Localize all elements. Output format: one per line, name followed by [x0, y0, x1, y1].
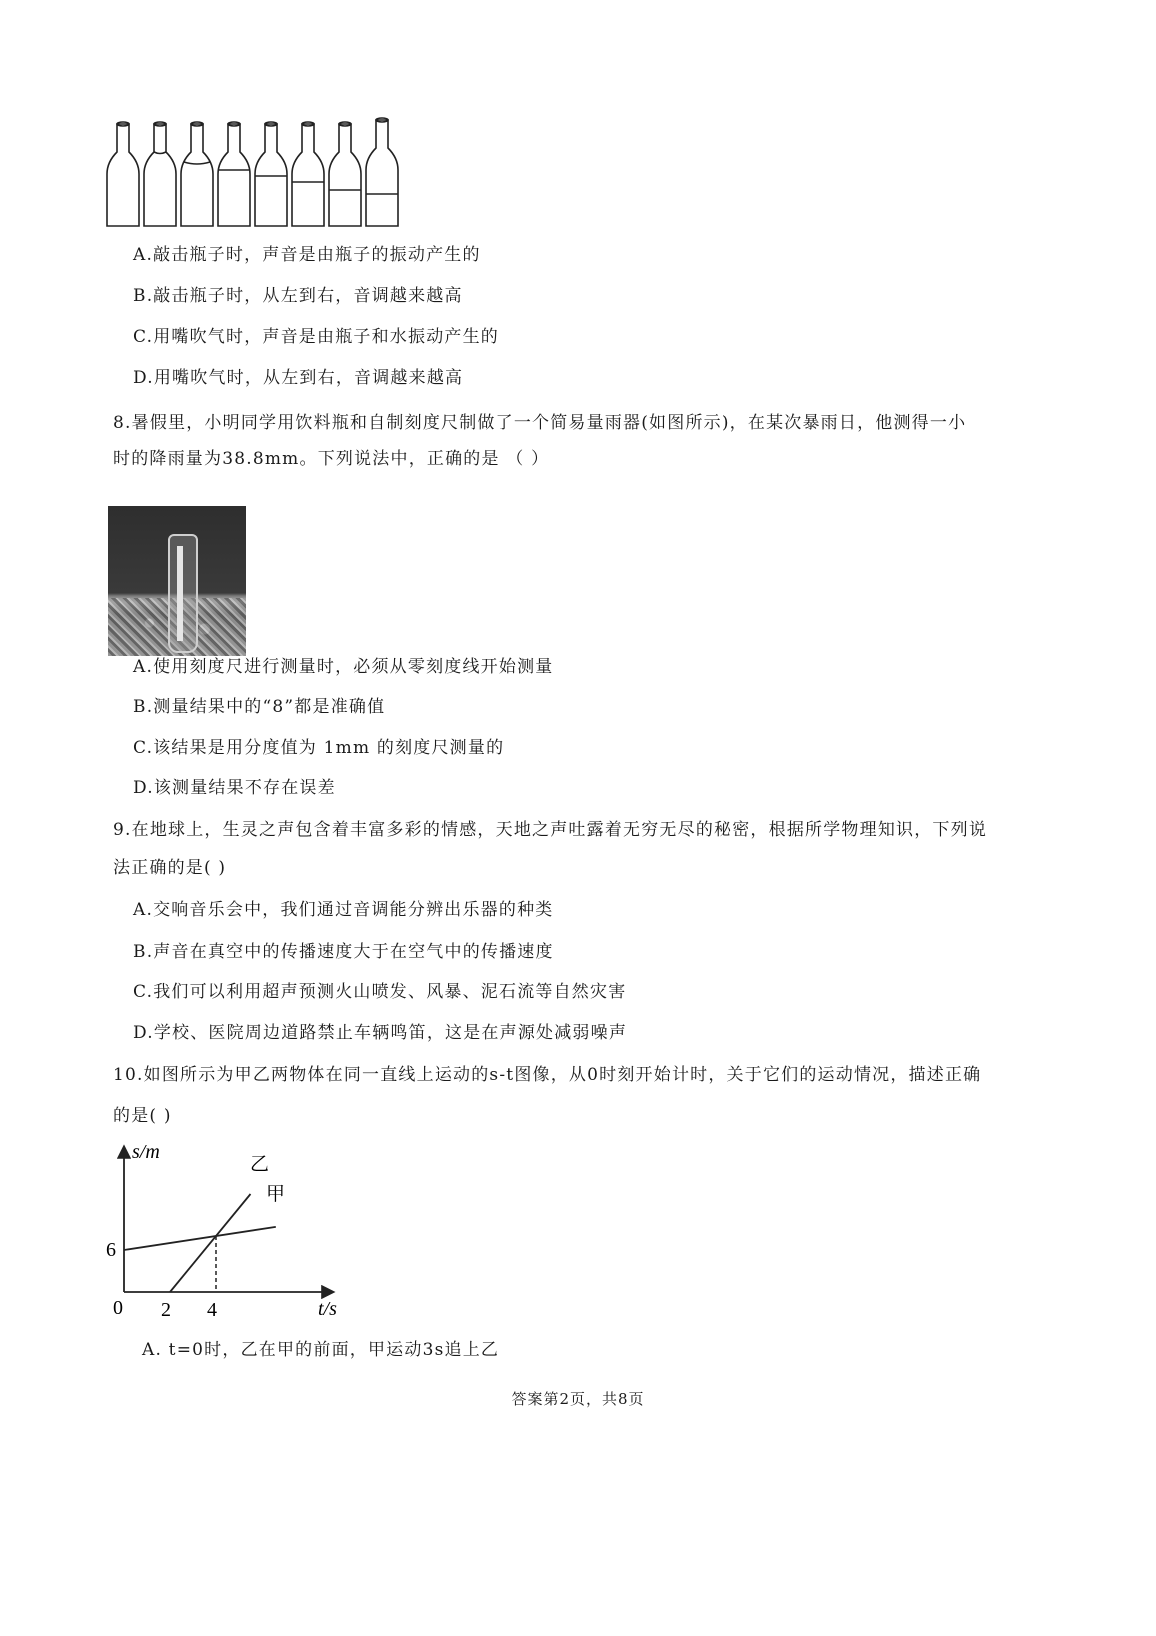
- bottle-6: [292, 122, 324, 226]
- series-label-yi: 乙: [250, 1153, 270, 1175]
- bottle-1: [107, 122, 139, 226]
- bottle-5: [255, 122, 287, 226]
- q9-option-b: B.声音在真空中的传播速度大于在空气中的传播速度: [133, 942, 554, 962]
- q8-stem-line1: 8.暑假里，小明同学用饮料瓶和自制刻度尺制做了一个简易量雨器(如图所示)，在某次暴雨日，他测得一小: [113, 413, 967, 433]
- series-label-jia: 甲: [266, 1183, 286, 1205]
- q9-stem-line2: 法正确的是( ): [113, 858, 227, 878]
- q7-option-b: B.敲击瓶子时，从左到右，音调越来越高: [133, 286, 463, 306]
- bottles-figure: [100, 112, 420, 232]
- origin-label: 0: [113, 1297, 123, 1319]
- st-graph: [100, 1140, 360, 1330]
- q7-option-c: C.用嘴吹气时，声音是由瓶子和水振动产生的: [133, 327, 500, 347]
- q9-stem-line1: 9.在地球上，生灵之声包含着丰富多彩的情感，天地之声吐露着无穷无尽的秘密，根据所学物理知识，下列说: [113, 820, 988, 840]
- x-axis-label: t/s: [318, 1298, 337, 1320]
- q8-stem-line2: 时的降雨量为38.8mm。下列说法中，正确的是 （ ）: [113, 449, 550, 469]
- q10-stem-line1: 10.如图所示为甲乙两物体在同一直线上运动的s-t图像，从0时刻开始计时，关于它们的运动情况，描述正确: [113, 1065, 982, 1085]
- photo-bottle: [168, 534, 198, 653]
- y-axis-label: s/m: [132, 1141, 160, 1163]
- x-tick-4: 4: [207, 1299, 217, 1321]
- q9-option-d: D.学校、医院周边道路禁止车辆鸣笛，这是在声源处减弱噪声: [133, 1023, 628, 1043]
- y-tick-6: 6: [106, 1239, 116, 1261]
- bottle-2: [144, 122, 176, 226]
- rain-gauge-photo: [108, 506, 246, 656]
- page-footer: 答案第2页，共8页: [511, 1390, 645, 1408]
- q10-option-a: A. t=0时，乙在甲的前面，甲运动3s追上乙: [142, 1340, 500, 1360]
- photo-ruler: [177, 546, 183, 641]
- q10-stem-line2: 的是( ): [113, 1106, 172, 1126]
- bottle-8: [366, 118, 398, 226]
- q8-option-c: C.该结果是用分度值为 1mm 的刻度尺测量的: [133, 738, 505, 758]
- q7-option-a: A.敲击瓶子时，声音是由瓶子的振动产生的: [133, 245, 481, 265]
- bottle-4: [218, 122, 250, 226]
- series-line-yi: [170, 1194, 251, 1292]
- series-line-jia: [124, 1227, 276, 1250]
- q9-option-c: C.我们可以利用超声预测火山喷发、风暴、泥石流等自然灾害: [133, 982, 627, 1002]
- q8-option-a: A.使用刻度尺进行测量时，必须从零刻度线开始测量: [133, 657, 554, 677]
- q8-option-d: D.该测量结果不存在误差: [133, 778, 336, 798]
- q8-option-b: B.测量结果中的“8”都是准确值: [133, 697, 386, 717]
- bottle-7: [329, 122, 361, 226]
- x-tick-2: 2: [161, 1299, 171, 1321]
- q9-option-a: A.交响音乐会中，我们通过音调能分辨出乐器的种类: [133, 900, 554, 920]
- bottle-3: [181, 122, 213, 226]
- q7-option-d: D.用嘴吹气时，从左到右，音调越来越高: [133, 368, 464, 388]
